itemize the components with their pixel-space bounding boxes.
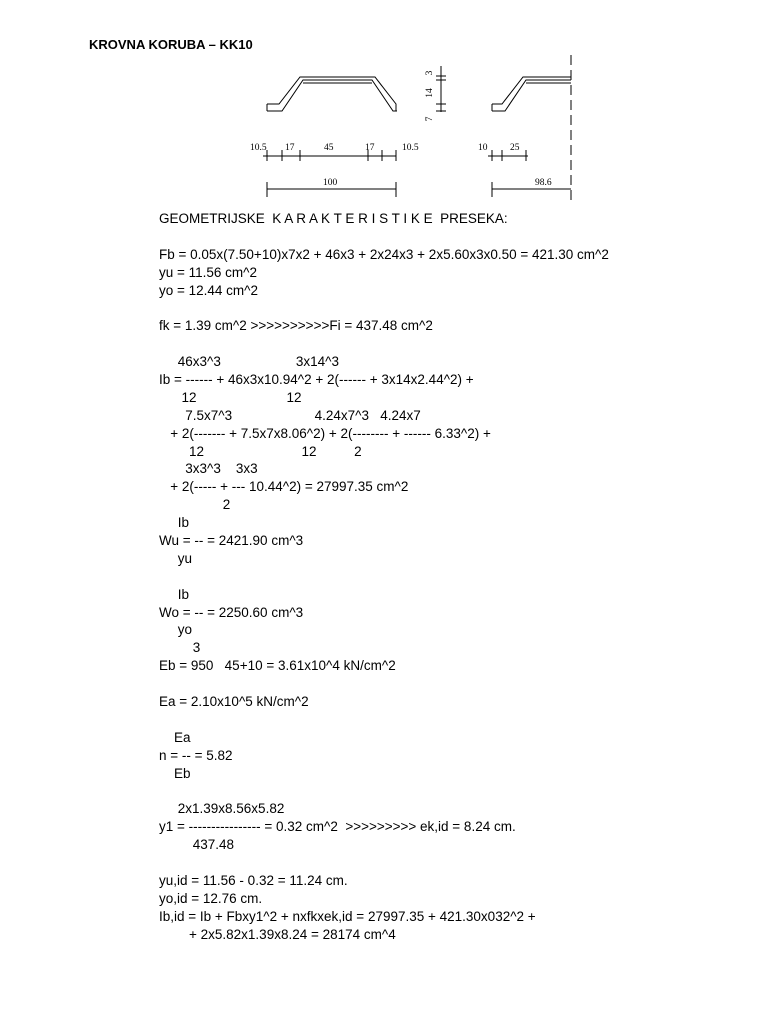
text-line: yo = 12.44 cm^2 xyxy=(159,282,259,298)
dim-left-3: 17 xyxy=(365,143,375,153)
dim-left-4: 10.5 xyxy=(402,143,419,153)
dim-left-0: 10.5 xyxy=(250,143,267,153)
dim-left-2: 45 xyxy=(324,143,334,153)
text-line xyxy=(159,335,609,353)
vertical-dimension xyxy=(436,66,446,112)
dim-vertical-3: 3 xyxy=(425,70,435,76)
dim-vertical-14: 14 xyxy=(425,88,435,98)
calculation-text xyxy=(159,210,609,944)
right-total-dimension xyxy=(492,182,571,197)
dim-left-total: 100 xyxy=(323,178,338,188)
text-line xyxy=(159,299,609,317)
dim-left-1: 17 xyxy=(285,143,295,153)
text-line: yo,id = 12.76 cm. xyxy=(159,890,263,906)
text-line: Ib xyxy=(159,586,190,602)
text-line xyxy=(159,783,609,801)
text-line xyxy=(159,675,609,693)
text-line: + 2(----- + --- 10.44^2) = 27997.35 cm^2 xyxy=(159,479,409,495)
text-line xyxy=(159,568,609,586)
text-line: 7.5x7^3 4.24x7^3 4.24x7 xyxy=(159,407,421,423)
text-line: 2 xyxy=(159,497,231,513)
text-line: fk = 1.39 cm^2 >>>>>>>>>>Fi = 437.48 cm^2 xyxy=(159,318,433,334)
text-line: 437.48 xyxy=(159,837,235,853)
text-line: 12 12 xyxy=(159,389,302,405)
cross-section-drawing xyxy=(0,0,768,210)
text-line: yu = 11.56 cm^2 xyxy=(159,264,258,280)
text-line xyxy=(159,711,609,729)
text-line: 3 xyxy=(159,640,201,656)
text-line: n = -- = 5.82 xyxy=(159,747,233,763)
text-line: yu,id = 11.56 - 0.32 = 11.24 cm. xyxy=(159,872,348,888)
document-title: KROVNA KORUBA – KK10 xyxy=(89,37,253,52)
right-profile xyxy=(492,77,571,111)
text-line: Ea xyxy=(159,729,191,745)
text-line: 3x3^3 3x3 xyxy=(159,461,258,477)
text-line: 2x1.39x8.56x5.82 xyxy=(159,801,285,817)
text-line: Eb = 950 45+10 = 3.61x10^4 kN/cm^2 xyxy=(159,658,396,674)
text-line: y1 = ---------------- = 0.32 cm^2 >>>>>>>>> ek,id = 8.24 cm. xyxy=(159,819,516,835)
left-profile xyxy=(267,77,397,111)
text-line: + 2x5.82x1.39x8.24 = 28174 cm^4 xyxy=(159,926,396,942)
dim-right-total: 98.6 xyxy=(535,178,552,188)
text-line: GEOMETRIJSKE K A R A K T E R I S T I K E PRESEKA: xyxy=(159,211,508,226)
text-line xyxy=(159,228,609,246)
text-line: Fb = 0.05x(7.50+10)x7x2 + 46x3 + 2x24x3 + 2x5.60x3x0.50 = 421.30 cm^2 xyxy=(159,246,609,262)
text-line: Wu = -- = 2421.90 cm^3 xyxy=(159,533,304,549)
dim-right-1: 25 xyxy=(510,143,520,153)
text-line: yo xyxy=(159,622,193,638)
text-line: + 2(------- + 7.5x7x8.06^2) + 2(-------- + ------ 6.33^2) + xyxy=(159,425,491,441)
text-line: Wo = -- = 2250.60 cm^3 xyxy=(159,604,304,620)
dim-right-0: 10 xyxy=(478,143,488,153)
right-segment-dimensions xyxy=(488,150,528,161)
dim-vertical-7: 7 xyxy=(425,116,435,122)
text-line xyxy=(159,854,609,872)
text-line: 46x3^3 3x14^3 xyxy=(159,354,340,370)
text-line: yu xyxy=(159,550,193,566)
text-line: Ib,id = Ib + Fbxy1^2 + nxfkxek,id = 27997.35 + 421.30x032^2 + xyxy=(159,908,536,924)
text-line: Eb xyxy=(159,765,191,781)
text-line: Ib xyxy=(159,515,190,531)
text-line: Ib = ------ + 46x3x10.94^2 + 2(------ + 3x14x2.44^2) + xyxy=(159,372,474,388)
text-line: Ea = 2.10x10^5 kN/cm^2 xyxy=(159,694,309,710)
text-line: 12 12 2 xyxy=(159,443,362,459)
